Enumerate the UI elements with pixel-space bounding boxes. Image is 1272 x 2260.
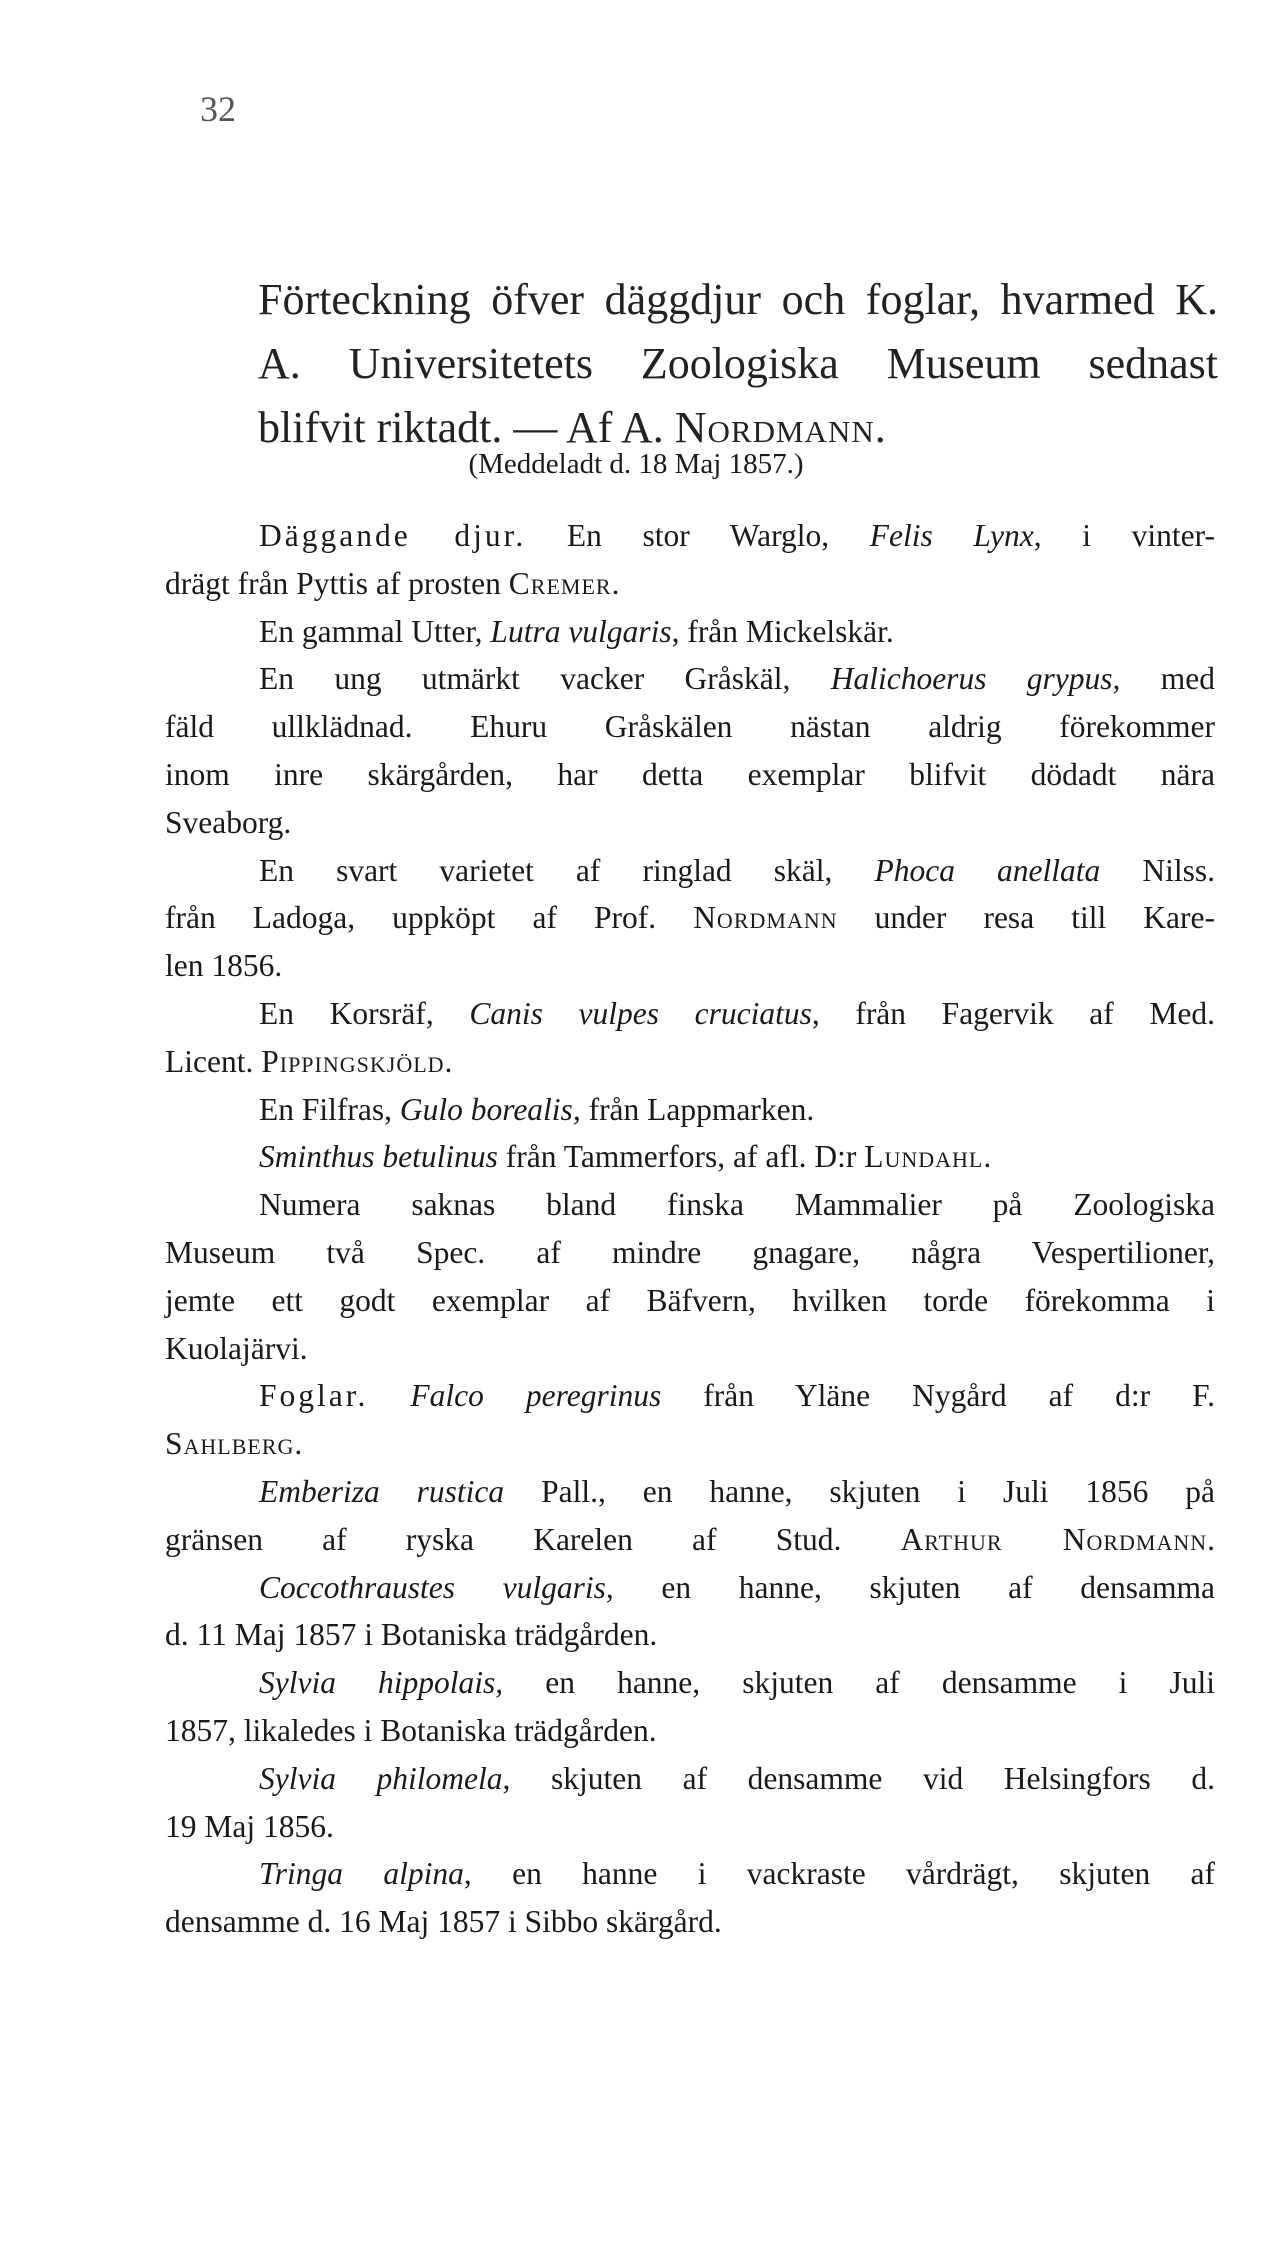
species-name: Tringa alpina,: [259, 1856, 472, 1892]
text-line: drägt från Pyttis af prosten Cremer.: [165, 565, 620, 601]
species-name: Coccothraustes vulgaris: [259, 1569, 606, 1605]
text-line: inom inre skärgården, har detta exemplar blifvit dödadt nära: [165, 756, 1215, 792]
text-line: Tringa alpina, en hanne i vackraste vårdrägt, skjuten af: [259, 1856, 1216, 1892]
text-line: 19 Maj 1856.: [165, 1808, 334, 1844]
text-line: Kuolajärvi.: [165, 1330, 308, 1366]
text-line: Sylvia philomela, skjuten af densamme vid Helsingfors d.: [259, 1760, 1215, 1796]
person-name: Sahlberg: [165, 1426, 295, 1462]
text-line: Licent. Pippingskjöld.: [165, 1043, 453, 1079]
species-name: Falco peregrinus: [410, 1378, 662, 1414]
text-line: från Ladoga, uppköpt af Prof. Nordmann under resa till Kare-: [165, 900, 1215, 936]
communication-date: (Meddeladt d. 18 Maj 1857.): [468, 448, 804, 480]
person-name: Nordmann: [693, 900, 838, 936]
page-number: 32: [200, 89, 236, 129]
text-line: En Filfras, Gulo borealis, från Lappmarken.: [259, 1091, 815, 1127]
text-line: Sminthus betulinus från Tammerfors, af afl. D:r Lundahl.: [259, 1139, 992, 1175]
text-line: En Korsräf, Canis vulpes cruciatus, från Fagervik af Med.: [259, 995, 1215, 1031]
species-name: Lutra vulgaris: [490, 613, 672, 649]
species-name: Sylvia hippolais,: [259, 1665, 504, 1701]
text-line: 1857, likaledes i Botaniska trädgården.: [165, 1712, 657, 1748]
text-line: fäld ullklädnad. Ehuru Gråskälen nästan aldrig förekommer: [165, 709, 1215, 745]
text-line: Foglar. Falco peregrinus från Yläne Nygård af d:r F.: [259, 1378, 1215, 1414]
text-line: Emberiza rustica Pall., en hanne, skjuten i Juli 1856 på: [259, 1473, 1215, 1509]
title-line: blifvit riktadt. — Af A. Nordmann.: [258, 403, 886, 452]
person-name: Pippingskjöld: [261, 1043, 445, 1079]
species-name: Halichoerus grypus,: [830, 661, 1121, 697]
text-line: Museum två Spec. af mindre gnagare, några Vespertilioner,: [165, 1234, 1215, 1270]
text-line: Däggande djur. En stor Warglo, Felis Lynx, i vinter-: [259, 518, 1215, 553]
section-heading: Däggande djur.: [259, 518, 527, 553]
text-line: Numera saknas bland finska Mammalier på Zoologiska: [259, 1187, 1215, 1223]
text-line: gränsen af ryska Karelen af Stud. Arthur Nordmann.: [165, 1521, 1215, 1557]
species-name: Gulo borealis,: [399, 1091, 581, 1127]
species-name: Sminthus betulinus: [259, 1139, 498, 1175]
text-line: Sahlberg.: [165, 1426, 303, 1462]
person-name: Cremer: [508, 565, 612, 601]
person-name: Arthur Nordmann: [900, 1521, 1208, 1557]
text-line: densamme d. 16 Maj 1857 i Sibbo skärgård.: [165, 1904, 722, 1940]
species-name: Canis vulpes cruciatus: [469, 995, 812, 1031]
title-line: Förteckning öfver däggdjur och foglar, hvarmed K.: [258, 275, 1218, 324]
species-name: Phoca anellata: [874, 852, 1101, 888]
article-title: [258, 268, 1218, 460]
species-name: Emberiza rustica: [259, 1473, 505, 1509]
species-name: Felis Lynx: [869, 518, 1034, 553]
text-line: d. 11 Maj 1857 i Botaniska trädgården.: [165, 1617, 658, 1653]
text-line: En svart varietet af ringlad skäl, Phoca anellata Nilss.: [259, 852, 1215, 888]
text-line: jemte ett godt exemplar af Bäfvern, hvilken torde förekomma i: [165, 1282, 1215, 1318]
text-line: Sylvia hippolais, en hanne, skjuten af densamme i Juli: [259, 1665, 1215, 1701]
author-name: Nordmann: [674, 403, 875, 452]
title-line: A. Universitetets Zoologiska Museum sednast: [258, 339, 1218, 388]
text-line: len 1856.: [165, 948, 283, 984]
person-name: Lundahl: [864, 1139, 984, 1175]
text-line: En ung utmärkt vacker Gråskäl, Halichoerus grypus, med: [259, 661, 1215, 697]
body-text: [165, 512, 1215, 1946]
section-heading: Foglar.: [259, 1378, 369, 1414]
text-line: Sveaborg.: [165, 804, 292, 840]
text-line: Coccothraustes vulgaris, en hanne, skjuten af densamma: [259, 1569, 1215, 1605]
species-name: Sylvia philomela: [259, 1760, 503, 1796]
text-line: En gammal Utter, Lutra vulgaris, från Mickelskär.: [259, 613, 894, 649]
